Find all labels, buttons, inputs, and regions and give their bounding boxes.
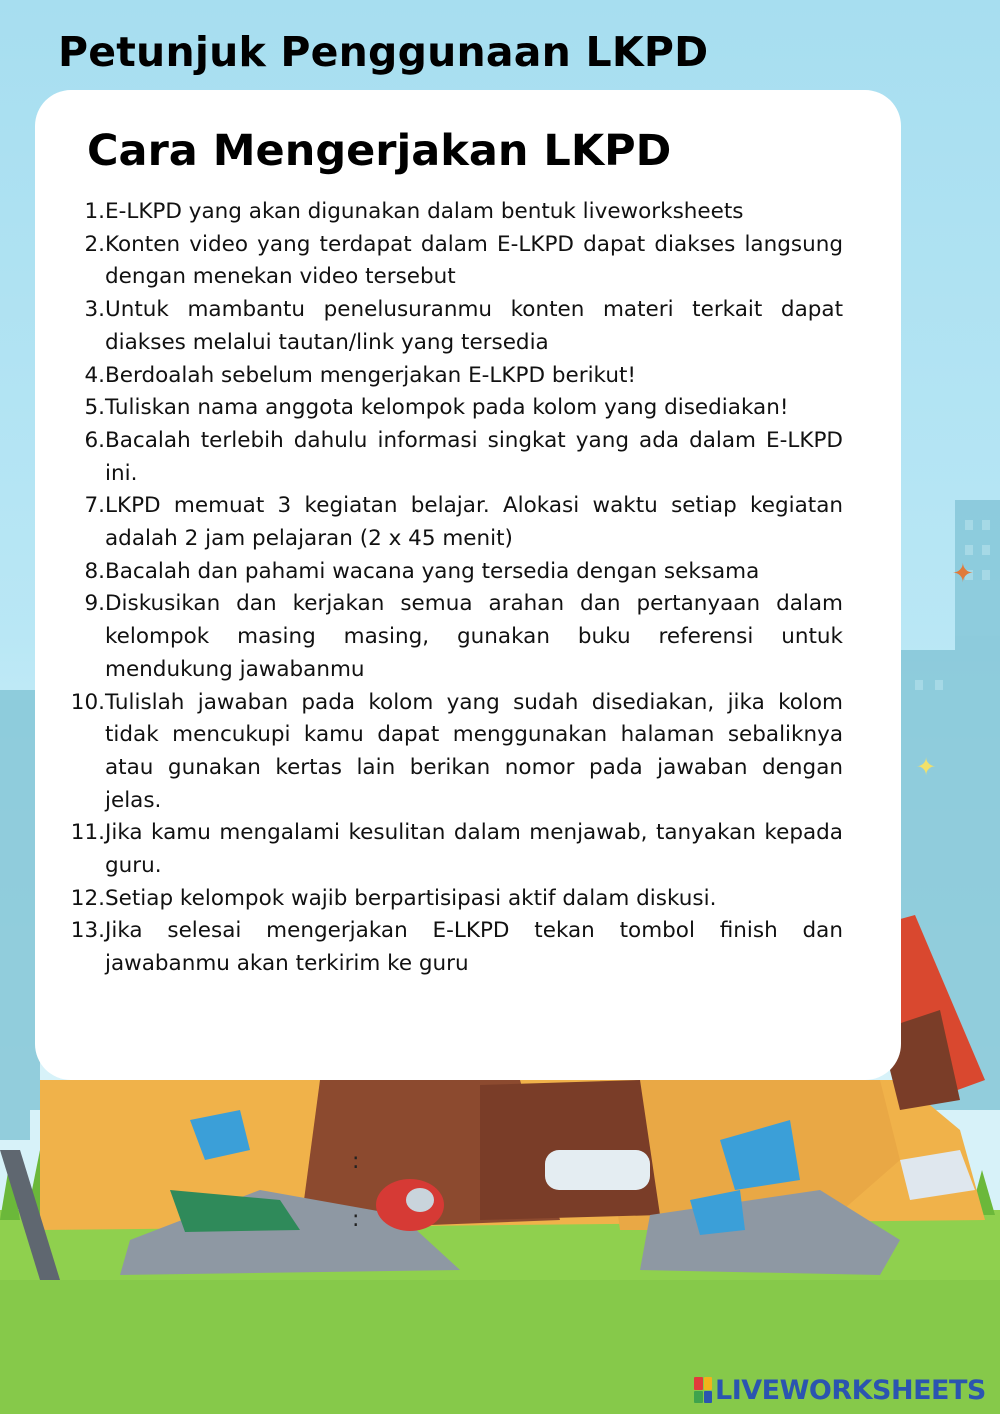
step-number: 10. xyxy=(70,689,105,715)
list-item xyxy=(70,392,843,425)
card-title: Cara Mengerjakan LKPD xyxy=(87,126,672,176)
step-number: 7. xyxy=(84,493,105,519)
step-text: Tulislah jawaban pada kolom yang sudah disediakan, jika kolom tidak mencukupi kamu dapat menggunakan halaman sebaliknya atau gunakan kertas lain berikan nomor pada jawaban dengan jelas. xyxy=(105,689,843,813)
list-item xyxy=(70,556,843,589)
list-item xyxy=(70,425,843,490)
list-item xyxy=(70,360,843,393)
step-text: LKPD memuat 3 kegiatan belajar. Alokasi waktu setiap kegiatan adalah 2 jam pelajaran (2 x 45 menit) xyxy=(105,493,843,552)
instructions-card xyxy=(35,90,901,1080)
step-number: 2. xyxy=(84,231,105,257)
step-number: 6. xyxy=(84,427,105,453)
step-number: 13. xyxy=(70,918,105,944)
step-text: Setiap kelompok wajib berpartisipasi aktif dalam diskusi. xyxy=(105,885,717,911)
step-number: 12. xyxy=(70,885,105,911)
list-item xyxy=(70,817,843,882)
list-item xyxy=(70,294,843,359)
step-text: Berdoalah sebelum mengerjakan E-LKPD berikut! xyxy=(105,362,637,388)
list-item xyxy=(70,883,843,916)
svg-text::: : xyxy=(352,1207,360,1232)
svg-text::: : xyxy=(352,1149,360,1174)
step-text: Jika selesai mengerjakan E-LKPD tekan tombol finish dan jawabanmu akan terkirim ke guru xyxy=(105,918,843,977)
list-item xyxy=(70,687,843,818)
step-number: 8. xyxy=(84,558,105,584)
logo-text: LIVEWORKSHEETS xyxy=(715,1374,986,1406)
step-number: 11. xyxy=(70,820,105,846)
list-item xyxy=(70,490,843,555)
plastic-bottle xyxy=(545,1150,650,1190)
step-number: 4. xyxy=(84,362,105,388)
sparkle-icon-yellow: ✦ xyxy=(916,753,937,781)
step-text: E-LKPD yang akan digunakan dalam bentuk liveworksheets xyxy=(105,199,744,224)
step-text: Tuliskan nama anggota kelompok pada kolom yang disediakan! xyxy=(105,395,789,421)
step-text: Diskusikan dan kerjakan semua arahan dan pertanyaan dalam kelompok masing masing, gunakan buku referensi untuk mendukung jawabanmu xyxy=(105,591,843,682)
sparkle-icon-orange: ✦ xyxy=(952,559,974,589)
liveworksheets-logo-icon xyxy=(694,1377,712,1403)
page-title: Petunjuk Penggunaan LKPD xyxy=(58,28,709,76)
step-text: Jika kamu mengalami kesulitan dalam menjawab, tanyakan kepada guru. xyxy=(105,820,843,879)
step-text: Bacalah terlebih dahulu informasi singkat yang ada dalam E-LKPD ini. xyxy=(105,427,843,486)
list-item xyxy=(70,229,843,294)
step-text: Konten video yang terdapat dalam E-LKPD dapat diakses langsung dengan menekan video tersebut xyxy=(105,231,843,290)
list-item xyxy=(70,915,843,980)
step-number: 5. xyxy=(84,395,105,421)
list-item xyxy=(70,588,843,686)
step-text: Bacalah dan pahami wacana yang tersedia dengan seksama xyxy=(105,558,760,584)
step-number: 9. xyxy=(84,591,105,617)
step-number: 3. xyxy=(84,297,105,323)
liveworksheets-logo[interactable] xyxy=(694,1372,986,1408)
list-item xyxy=(70,196,843,229)
step-number: 1. xyxy=(84,199,105,224)
instruction-list xyxy=(70,196,843,981)
step-text: Untuk mambantu penelusuranmu konten materi terkait dapat diakses melalui tautan/link yang tersedia xyxy=(105,297,843,355)
